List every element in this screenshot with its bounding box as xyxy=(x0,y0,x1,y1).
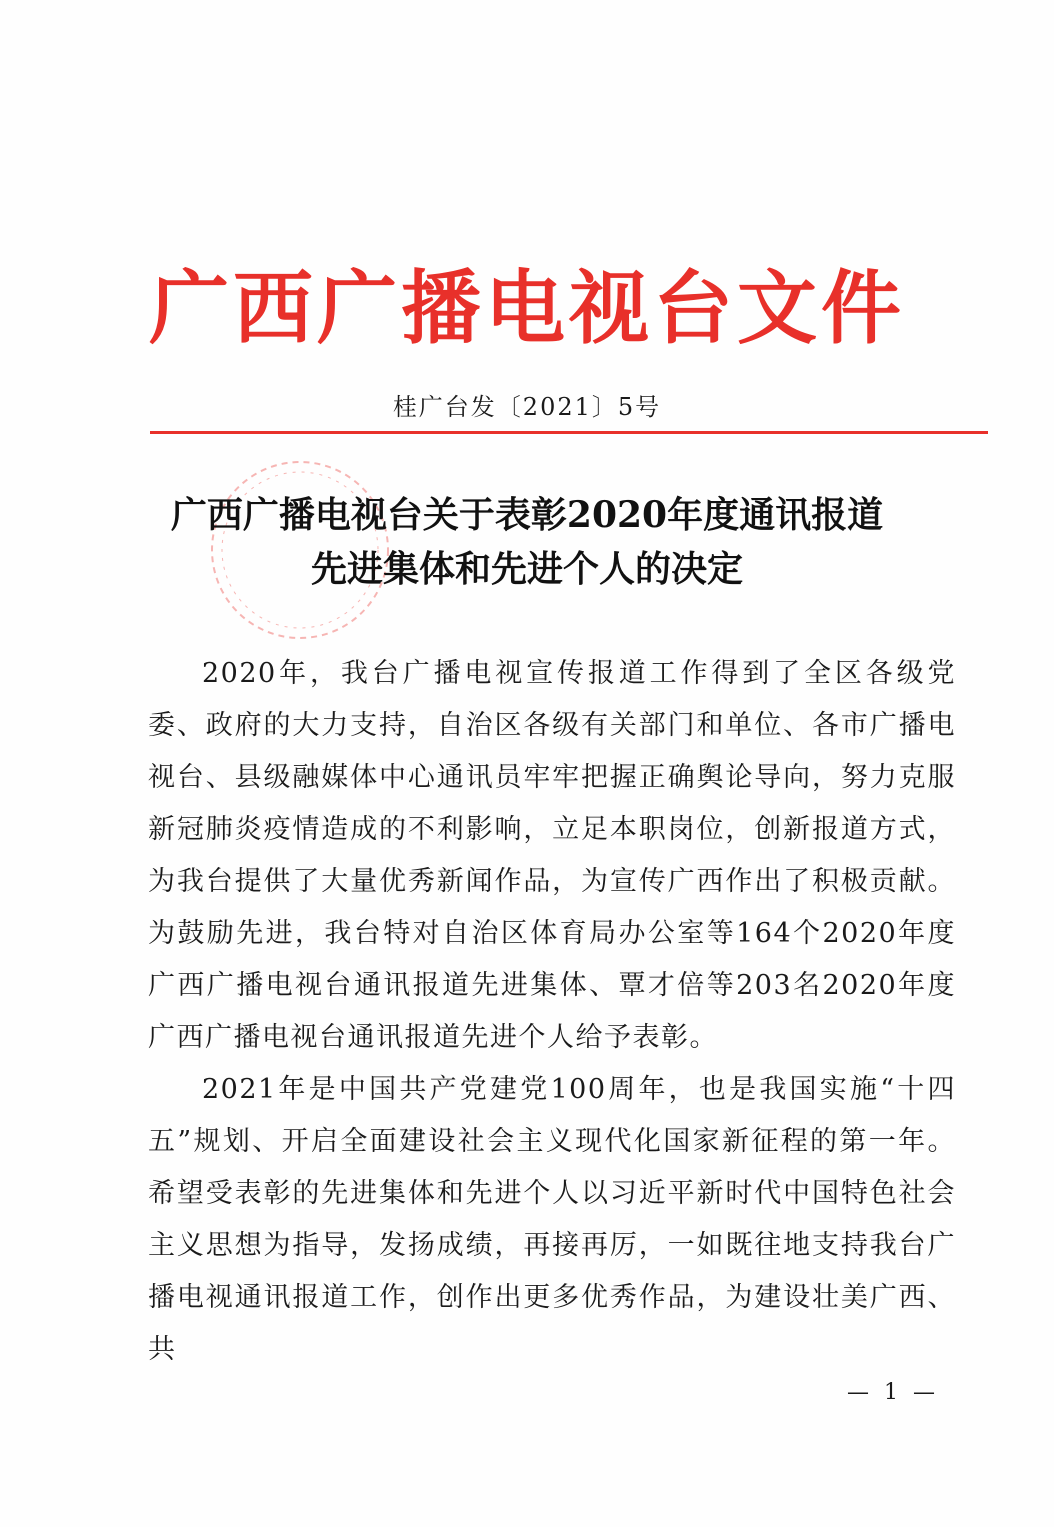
body-paragraph-2: 2021年是中国共产党建党100周年，也是我国实施“十四五”规划、开启全面建设社会主义现代化国家新征程的第一年。希望受表彰的先进集体和先进个人以习近平新时代中国特色社会主义思想为指导，发扬成绩，再接再厉，一如既往地支持我台广播电视通讯报道工作，创作出更多优秀作品，为建设壮美广西、共 xyxy=(148,1074,956,1365)
document-body xyxy=(148,648,956,1376)
document-title xyxy=(120,488,934,596)
document-number: 桂广台发〔2021〕5号 xyxy=(392,393,662,421)
page-number: — 1 — xyxy=(847,1380,939,1405)
red-divider xyxy=(150,431,988,434)
title-line-1: 广西广播电视台关于表彰2020年度通讯报道 xyxy=(170,494,884,536)
document-masthead: 广西广播电视台文件 xyxy=(149,261,905,355)
title-line-2: 先进集体和先进个人的决定 xyxy=(310,548,743,590)
body-paragraph-1: 2020年，我台广播电视宣传报道工作得到了全区各级党委、政府的大力支持，自治区各级有关部门和单位、各市广播电视台、县级融媒体中心通讯员牢牢把握正确舆论导向，努力克服新冠肺炎疫情造成的不利影响，立足本职岗位，创新报道方式，为我台提供了大量优秀新闻作品，为宣传广西作出了积极贡献。为鼓励先进，我台特对自治区体育局办公室等164个2020年度广西广播电视台通讯报道先进集体、覃才倍等203名2020年度广西广播电视台通讯报道先进个人给予表彰。 xyxy=(148,658,956,1053)
